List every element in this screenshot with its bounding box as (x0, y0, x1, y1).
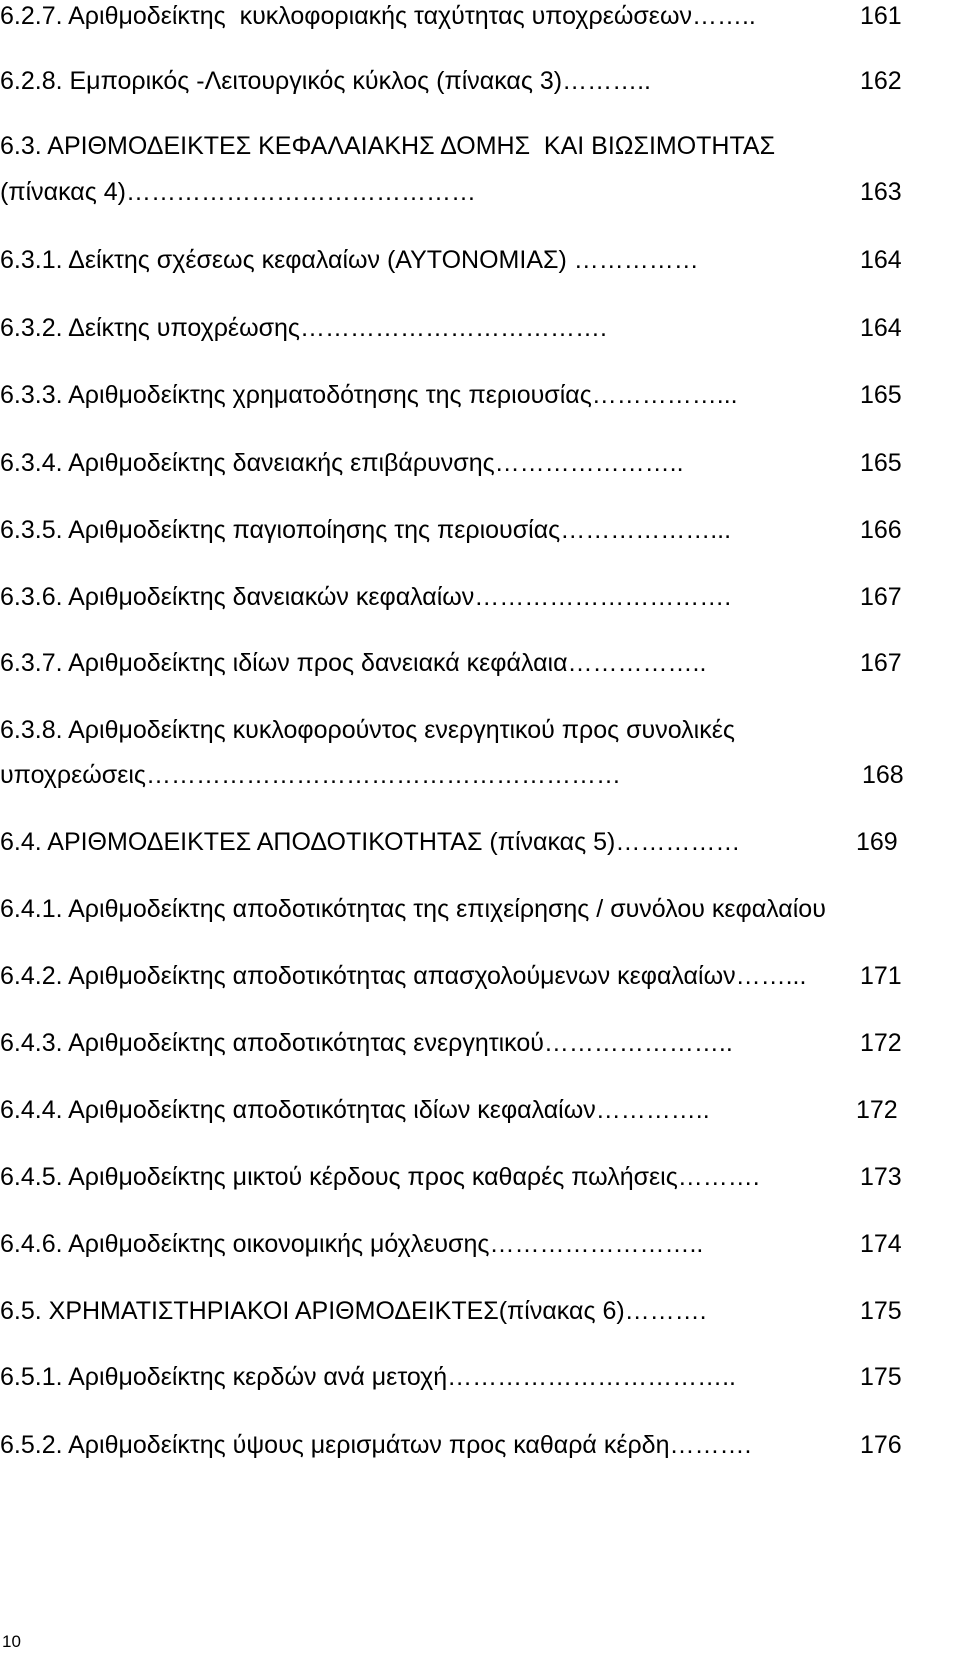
toc-entry-text: 6.3.5. Αριθμοδείκτης παγιοποίησης της περιουσίας………………... (0, 516, 732, 544)
toc-entry-text: 6.3.8. Αριθμοδείκτης κυκλοφορούντος ενεργητικού προς συνολικές (0, 716, 735, 744)
toc-entry-text: 6.3.3. Αριθμοδείκτης χρηματοδότησης της περιουσίας……………... (0, 381, 738, 409)
toc-entry-text: 6.3.4. Αριθμοδείκτης δανειακής επιβάρυνσης………………….. (0, 449, 684, 477)
toc-entry-page: 167 (860, 649, 902, 677)
toc-entry-page: 171 (860, 962, 902, 990)
toc-entry-page: 161 (860, 2, 902, 30)
toc-entry-page: 172 (860, 1029, 902, 1057)
toc-entry-text: 6.3.7. Αριθμοδείκτης ιδίων προς δανειακά κεφάλαια…………….. (0, 649, 707, 677)
toc-entry-text: 6.4.4. Αριθμοδείκτης αποδοτικότητας ιδίων κεφαλαίων………….. (0, 1096, 710, 1124)
toc-entry-text: 6.5.2. Αριθμοδείκτης ύψους μερισμάτων προς καθαρά κέρδη………. (0, 1431, 752, 1459)
toc-entry-page: 164 (860, 314, 902, 342)
toc-entry-text: (πίνακας 4)…………………………………… (0, 178, 476, 206)
toc-entry-page: 167 (860, 583, 902, 611)
toc-entry-page: 175 (860, 1363, 902, 1391)
toc-entry-text: 6.5. ΧΡΗΜΑΤΙΣΤΗΡΙΑΚΟΙ ΑΡΙΘΜΟΔΕΙΚΤΕΣ(πίνακας 6)………. (0, 1297, 707, 1325)
toc-entry-page: 176 (860, 1431, 902, 1459)
toc-entry-text: 6.5.1. Αριθμοδείκτης κερδών ανά μετοχή…………………………….. (0, 1363, 736, 1391)
toc-entry-page: 163 (860, 178, 902, 206)
toc-entry-page: 169 (856, 828, 898, 856)
toc-entry-page: 166 (860, 516, 902, 544)
toc-entry-text: 6.4.2. Αριθμοδείκτης αποδοτικότητας απασχολούμενων κεφαλαίων……... (0, 962, 807, 990)
toc-entry-text: 6.2.7. Αριθμοδείκτης κυκλοφοριακής ταχύτητας υποχρεώσεων…….. (0, 2, 756, 30)
toc-entry-text: 6.2.8. Εμπορικός -Λειτουργικός κύκλος (πίνακας 3)……….. (0, 67, 651, 95)
toc-entry-text: 6.4.3. Αριθμοδείκτης αποδοτικότητας ενεργητικού………………….. (0, 1029, 733, 1057)
toc-entry-page: 172 (856, 1096, 898, 1124)
toc-entry-page: 162 (860, 67, 902, 95)
toc-entry-page: 165 (860, 381, 902, 409)
toc-entry-text: 6.4.6. Αριθμοδείκτης οικονομικής μόχλευσης…………………….. (0, 1230, 704, 1258)
toc-entry-page: 175 (860, 1297, 902, 1325)
toc-entry-text: 6.4.1. Αριθμοδείκτης αποδοτικότητας της επιχείρησης / συνόλου κεφαλαίου (0, 895, 826, 923)
toc-entry-page: 164 (860, 246, 902, 274)
toc-entry-page: 174 (860, 1230, 902, 1258)
toc-entry-page: 165 (860, 449, 902, 477)
toc-entry-text: 6.4. ΑΡΙΘΜΟΔΕΙΚΤΕΣ ΑΠΟΔΟΤΙΚΟΤΗΤΑΣ (πίνακας 5)…………… (0, 828, 741, 856)
toc-entry-text: υποχρεώσεις………………………………………………… (0, 761, 621, 789)
toc-entry-page: 173 (860, 1163, 902, 1191)
toc-entry-page: 168 (862, 761, 904, 789)
footer-page-number: 10 (2, 1632, 21, 1651)
toc-entry-text: 6.3.2. Δείκτης υποχρέωσης………………………………. (0, 314, 607, 342)
toc-entry-text: 6.3. ΑΡΙΘΜΟΔΕΙΚΤΕΣ ΚΕΦΑΛΑΙΑΚΗΣ ΔΟΜΗΣ ΚΑΙ ΒΙΩΣΙΜΟΤΗΤΑΣ (0, 132, 776, 160)
toc-entry-text: 6.4.5. Αριθμοδείκτης μικτού κέρδους προς καθαρές πωλήσεις………. (0, 1163, 760, 1191)
toc-entry-text: 6.3.1. Δείκτης σχέσεως κεφαλαίων (ΑΥΤΟΝΟΜΙΑΣ) …………… (0, 246, 699, 274)
toc-entry-text: 6.3.6. Αριθμοδείκτης δανειακών κεφαλαίων…………………………. (0, 583, 732, 611)
